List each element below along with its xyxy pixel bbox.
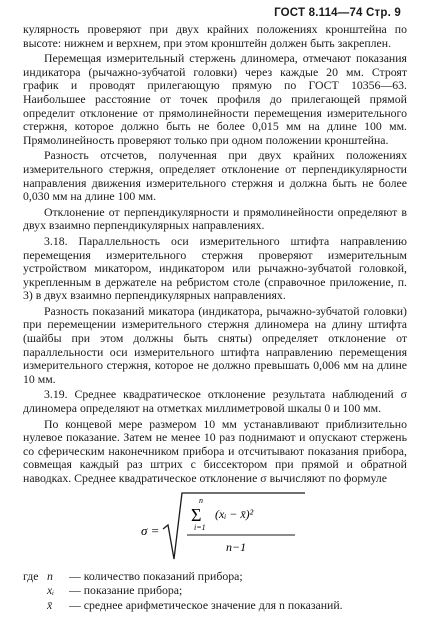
paragraph: 3.19. Среднее квадратическое отклонение результата наблюдений σ длиномера определяют на отметках миллиметровой шкалы 0 и 100 мм. [23,387,407,416]
definition-row [23,583,407,598]
formula-lhs: σ = [141,522,160,538]
sigma-formula [23,489,407,567]
formula-denominator: n−1 [226,539,247,554]
paragraph: По концевой мере размером 10 мм устанавливают приблизительно нулевое показание. Затем не менее 10 раз поднимают и опускают стержень со сферическим наконечником прибора и отсчитывают показания прибора, совмещая каждый раз штрих с биссектором при прямой и обратной наводках. Среднее квадратическое отклонение σ вычисляют по формуле [23,416,407,485]
paragraph: Отклонение от перпендикулярности и прямолинейности определяют в двух взаимно перпендикулярных направлениях. [23,204,407,233]
definition-symbol: xᵢ [47,583,55,598]
sum-lower: i=1 [194,522,206,532]
sum-upper: n [199,495,203,505]
paragraph: Перемещая измерительный стержень длиномера, отмечают показания индикатора (рычажно-зубчатой головки) через каждые 20 мм. Строят график и проводят прилегающую прямую по ГОСТ 10356—63. Наибольшее расстояние от точек профиля до прилегающей прямой определит отклонение от прямолинейности перемещения измерительного стержня, которое должно быть не более 0,015 мм на длине 100 мм. Прямолинейность проверяют только при одном положении кронштейна. [23,51,407,147]
paragraph: Разность показаний микатора (индикатора, рычажно-зубчатой головки) при перемещении измерительного стержня длиномера на длину штифта (шайбы при этом должны быть сняты) определяет отклонение от параллельности оси измерительного штифта направлению перемещения измерительного стержня, которое не должно превышать 0,006 мм на длине 10 мм. [23,303,407,386]
definition-text: — количество показаний прибора; [69,568,243,583]
formula-numerator: (xᵢ − x̄)² [215,506,254,521]
definition-prefix [23,598,47,613]
definition-row [23,598,407,613]
definition-row [23,569,407,584]
definition-text: — среднее арифметическое значение для n показаний. [69,597,343,612]
definition-prefix [23,583,47,598]
document-body [23,23,407,612]
definition-text: — показание прибора; [69,583,183,598]
sum-symbol: Σ [191,504,202,525]
formula-graphic [23,489,407,567]
paragraph: кулярность проверяют при двух крайних положениях кронштейна по высоте: нижнем и верхнем, при этом кронштейн должен быть закреплен. [23,22,407,50]
paragraph: 3.18. Параллельность оси измерительного штифта направлению перемещения измерительного стержня проверяют измерительным устройством микатором, индикатором или рычажно-зубчатой головкой, укрепленным в держателе на ребристом столе (справочное приложение, п. 3) в двух взаимно перпендикулярных направлениях. [23,233,407,303]
definition-prefix: где [23,568,39,583]
paragraph: Разность отсчетов, полученная при двух крайних положениях измерительного стержня, определяет отклонение от перпендикулярности направления движения измерительного стержня и должна быть не более 0,030 мм на длине 100 мм. [23,148,407,204]
variable-definitions [23,569,407,613]
definition-symbol: x̄ [47,597,53,612]
page-header: ГОСТ 8.114—74 Стр. 9 [274,7,401,19]
definition-symbol: n [47,568,53,583]
